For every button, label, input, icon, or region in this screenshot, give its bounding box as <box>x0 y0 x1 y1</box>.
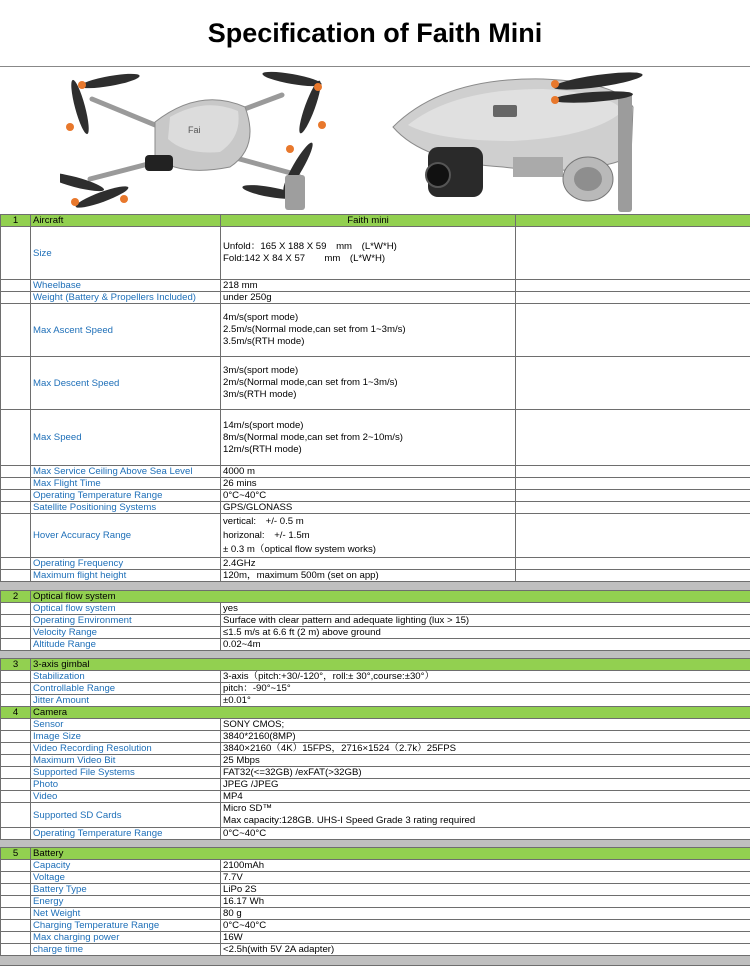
spec-value: MP4 <box>221 791 750 803</box>
spec-value: 3m/s(sport mode) 2m/s(Normal mode,can set from 1~3m/s) 3m/s(RTH mode) <box>221 357 516 410</box>
spec-row <box>1 719 750 731</box>
spec-value: 25 Mbps <box>221 755 750 767</box>
spec-value: 3840*2160(8MP) <box>221 731 750 743</box>
spec-value: JPEG /JPEG <box>221 779 750 791</box>
spec-value: 0°C~40°C <box>221 828 750 840</box>
spec-label: Supported SD Cards <box>31 803 221 828</box>
spec-row <box>1 884 750 896</box>
spec-value: 3840×2160（4K）15FPS，2716×1524（2.7k）25FPS <box>221 743 750 755</box>
spec-row <box>1 743 750 755</box>
model-name: Faith mini <box>221 215 516 227</box>
section-header-optical-flow <box>1 591 750 603</box>
spec-value: ≤1.5 m/s at 6.6 ft (2 m) above ground <box>221 627 750 639</box>
spec-label: Video <box>31 791 221 803</box>
spec-label: Sensor <box>31 719 221 731</box>
spec-row <box>1 615 750 627</box>
spec-label: Max Flight Time <box>31 478 221 490</box>
spec-row <box>1 767 750 779</box>
spec-row <box>1 920 750 932</box>
spec-label: Maximum Video Bit <box>31 755 221 767</box>
spec-label: Image Size <box>31 731 221 743</box>
spec-value: yes <box>221 603 750 615</box>
spec-row-flight-time <box>1 478 750 490</box>
spec-value: 2100mAh <box>221 860 750 872</box>
page-title: Specification of Faith Mini <box>0 0 750 67</box>
section-number: 4 <box>1 707 31 719</box>
spec-row-op-temp <box>1 490 750 502</box>
spec-row <box>1 779 750 791</box>
section-number: 2 <box>1 591 31 603</box>
spec-value: LiPo 2S <box>221 884 750 896</box>
spec-value: 0°C~40°C <box>221 920 750 932</box>
spec-label: Optical flow system <box>31 603 221 615</box>
spec-row <box>1 603 750 615</box>
spec-row <box>1 828 750 840</box>
spec-row <box>1 671 750 683</box>
spec-value: 3-axis（pitch:+30/-120°，roll:± 30°,course:±30°） <box>221 671 750 683</box>
spec-label: Satellite Positioning Systems <box>31 502 221 514</box>
spec-label: Maximum flight height <box>31 570 221 582</box>
spec-label: Voltage <box>31 872 221 884</box>
section-header-gimbal <box>1 659 750 671</box>
spec-value: 2.4GHz <box>221 558 516 570</box>
spec-value: ±0.01° <box>221 695 750 707</box>
spec-label: Capacity <box>31 860 221 872</box>
section-title: Aircraft <box>31 215 221 227</box>
drone-quadcopter-icon <box>60 67 360 214</box>
spec-label: Altitude Range <box>31 639 221 651</box>
spec-value: FAT32(<=32GB) /exFAT(>32GB) <box>221 767 750 779</box>
spec-row-sd-cards <box>1 803 750 828</box>
section-title: 3-axis gimbal <box>31 659 750 671</box>
spec-row-satellite <box>1 502 750 514</box>
spec-row <box>1 755 750 767</box>
section-number: 5 <box>1 848 31 860</box>
spec-row <box>1 896 750 908</box>
spec-row <box>1 639 750 651</box>
spec-row-max-speed <box>1 410 750 466</box>
spec-label: Max Descent Speed <box>31 357 221 410</box>
spec-label: Operating Environment <box>31 615 221 627</box>
spec-row <box>1 872 750 884</box>
spec-label: Max charging power <box>31 932 221 944</box>
spec-value: 80 g <box>221 908 750 920</box>
spec-value: pitch：-90°~15° <box>221 683 750 695</box>
section-divider <box>1 651 750 659</box>
brand-mark: Fai <box>188 125 201 135</box>
spec-label: Wheelbase <box>31 280 221 292</box>
spec-value: Surface with clear pattern and adequate lighting (lux > 15) <box>221 615 750 627</box>
spec-row <box>1 908 750 920</box>
spec-label: Jitter Amount <box>31 695 221 707</box>
spec-row-size <box>1 227 750 280</box>
section-header-aircraft <box>1 215 750 227</box>
spec-value: 0.02~4m <box>221 639 750 651</box>
spec-value: 4m/s(sport mode) 2.5m/s(Normal mode,can set from 1~3m/s) 3.5m/s(RTH mode) <box>221 304 516 357</box>
spec-row-hover <box>1 514 750 558</box>
spec-row-flight-height <box>1 570 750 582</box>
section-title: Optical flow system <box>31 591 750 603</box>
spec-value: 218 mm <box>221 280 516 292</box>
section-title: Battery <box>31 848 750 860</box>
spec-value: <2.5h(with 5V 2A adapter) <box>221 944 750 956</box>
spec-value: 26 mins <box>221 478 516 490</box>
section-divider <box>1 582 750 591</box>
spec-row-weight <box>1 292 750 304</box>
spec-label: Energy <box>31 896 221 908</box>
section-number: 3 <box>1 659 31 671</box>
spec-value: Unfold：165 X 188 X 59 mm (L*W*H) Fold:142 X 84 X 57 mm (L*W*H) <box>221 227 516 280</box>
spec-row <box>1 932 750 944</box>
spec-label: Velocity Range <box>31 627 221 639</box>
spec-value: SONY CMOS; <box>221 719 750 731</box>
spec-row <box>1 627 750 639</box>
drone-closeup-icon <box>383 67 663 214</box>
spec-value: 7.7V <box>221 872 750 884</box>
spec-row-ascent <box>1 304 750 357</box>
spec-label: Hover Accuracy Range <box>31 514 221 558</box>
spec-label: Photo <box>31 779 221 791</box>
spec-row <box>1 944 750 956</box>
spec-label: Stabilization <box>31 671 221 683</box>
spec-value: 4000 m <box>221 466 516 478</box>
spec-value: Micro SD™ Max capacity:128GB. UHS-I Speed Grade 3 rating required <box>221 803 750 828</box>
specification-table <box>0 214 750 966</box>
spec-value: 14m/s(sport mode) 8m/s(Normal mode,can set from 2~10m/s) 12m/s(RTH mode) <box>221 410 516 466</box>
spec-label: Size <box>31 227 221 280</box>
spec-value: 120m，maximum 500m (set on app) <box>221 570 516 582</box>
section-divider <box>1 956 750 966</box>
section-number: 1 <box>1 215 31 227</box>
spec-label: Battery Type <box>31 884 221 896</box>
section-divider <box>1 840 750 848</box>
spec-row <box>1 683 750 695</box>
spec-label: Operating Temperature Range <box>31 828 221 840</box>
spec-row-descent <box>1 357 750 410</box>
spec-label: Operating Frequency <box>31 558 221 570</box>
spec-row-ceiling <box>1 466 750 478</box>
spec-value: under 250g <box>221 292 516 304</box>
spec-label: Operating Temperature Range <box>31 490 221 502</box>
spec-row <box>1 791 750 803</box>
spec-label: Net Weight <box>31 908 221 920</box>
spec-label: Video Recording Resolution <box>31 743 221 755</box>
spec-row <box>1 731 750 743</box>
spec-label: Max Ascent Speed <box>31 304 221 357</box>
spec-value: vertical: +/- 0.5 m horizonal: +/- 1.5m ± 0.3 m（optical flow system works) <box>221 514 516 558</box>
spec-label: Max Speed <box>31 410 221 466</box>
spec-label: Supported File Systems <box>31 767 221 779</box>
section-title: Camera <box>31 707 750 719</box>
spec-value: GPS/GLONASS <box>221 502 516 514</box>
section-header-camera <box>1 707 750 719</box>
spec-row <box>1 860 750 872</box>
spec-value: 16.17 Wh <box>221 896 750 908</box>
spec-label: Controllable Range <box>31 683 221 695</box>
section-header-battery <box>1 848 750 860</box>
spec-label: Max Service Ceiling Above Sea Level <box>31 466 221 478</box>
spec-row-wheelbase <box>1 280 750 292</box>
spec-label: Weight (Battery & Propellers Included) <box>31 292 221 304</box>
spec-label: Charging Temperature Range <box>31 920 221 932</box>
spec-value: 0°C~40°C <box>221 490 516 502</box>
spec-value: 16W <box>221 932 750 944</box>
spec-row-frequency <box>1 558 750 570</box>
product-photos <box>0 67 750 214</box>
spec-row <box>1 695 750 707</box>
spec-label: charge time <box>31 944 221 956</box>
